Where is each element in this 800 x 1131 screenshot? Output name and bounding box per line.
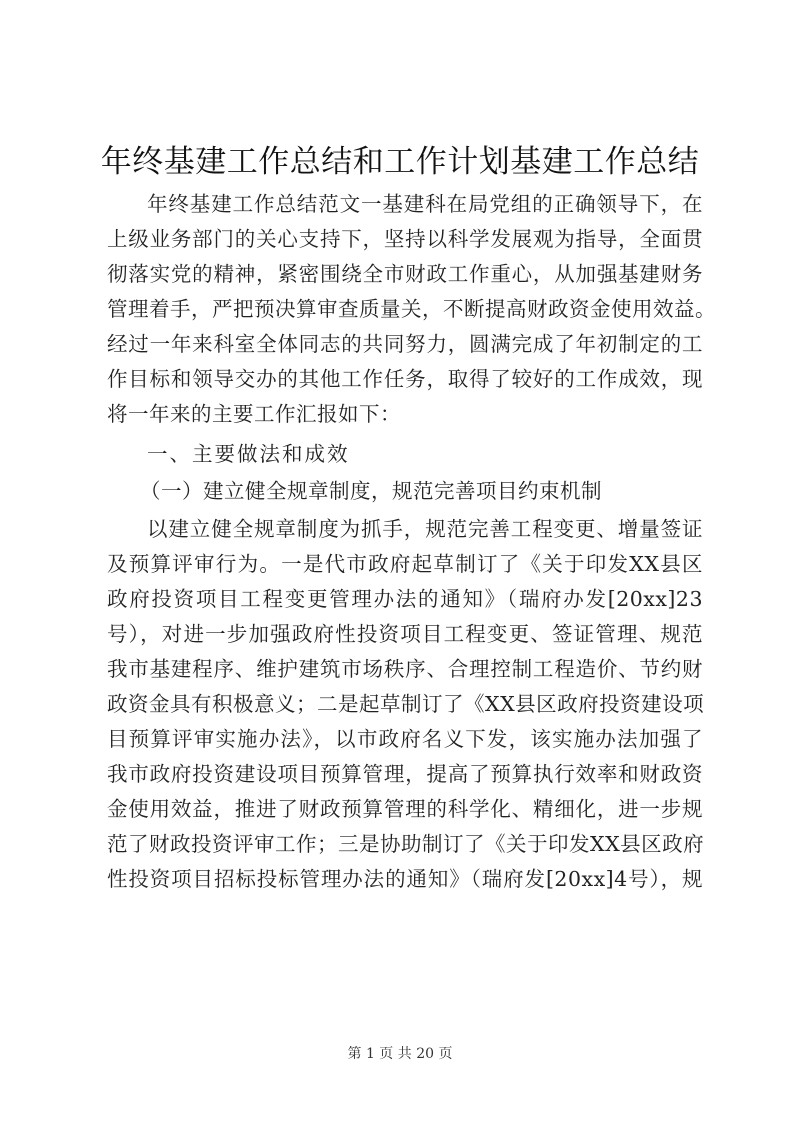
body-line: 政资金具有积极意义；二是起草制订了《XX县区政府投资建设项 [107,692,705,716]
body-line: 我市基建程序、维护建筑市场秩序、合理控制工程造价、节约财 [107,657,703,681]
body-line: 号），对进一步加强政府性投资项目工程变更、签证管理、规范 [107,622,703,646]
body-line: 目预算评审实施办法》，以市政府名义下发，该实施办法加强了 [107,727,703,751]
intro-line: 彻落实党的精神，紧密围绕全市财政工作重心，从加强基建财务 [107,262,703,286]
intro-line: 经过一年来科室全体同志的共同努力，圆满完成了年初制定的工 [107,332,703,356]
body-line: 以建立健全规章制度为抓手，规范完善工程变更、增量签证 [147,517,703,541]
body-line: 我市政府投资建设项目预算管理，提高了预算执行效率和财政资 [107,762,703,786]
body-line: 政府投资项目工程变更管理办法的通知》（瑞府办发[20xx]23 [107,587,703,611]
body-line: 金使用效益，推进了财政预算管理的科学化、精细化，进一步规 [107,797,703,821]
intro-line: 管理着手，严把预决算审查质量关，不断提高财政资金使用效益。 [107,297,716,321]
section-heading: 一、主要做法和成效 [147,442,350,466]
page-number-footer: 第 1 页 共 20 页 [347,1046,453,1062]
intro-line: 年终基建工作总结范文一基建科在局党组的正确领导下，在 [147,192,703,216]
intro-line: 作目标和领导交办的其他工作任务，取得了较好的工作成效，现 [107,367,703,391]
intro-line: 将一年来的主要工作汇报如下： [107,402,401,426]
body-line: 及预算评审行为。一是代市政府起草制订了《关于印发XX县区 [107,552,703,576]
body-line: 范了财政投资评审工作；三是协助制订了《关于印发XX县区政府 [107,832,705,856]
body-line: 性投资项目招标投标管理办法的通知》（瑞府发[20xx]4号），规 [107,867,703,891]
intro-line: 上级业务部门的关心支持下，坚持以科学发展观为指导，全面贯 [107,227,703,251]
document-title: 年终基建工作总结和工作计划基建工作总结 [100,144,700,180]
subsection-heading: （一）建立健全规章制度，规范完善项目约束机制 [140,479,602,503]
